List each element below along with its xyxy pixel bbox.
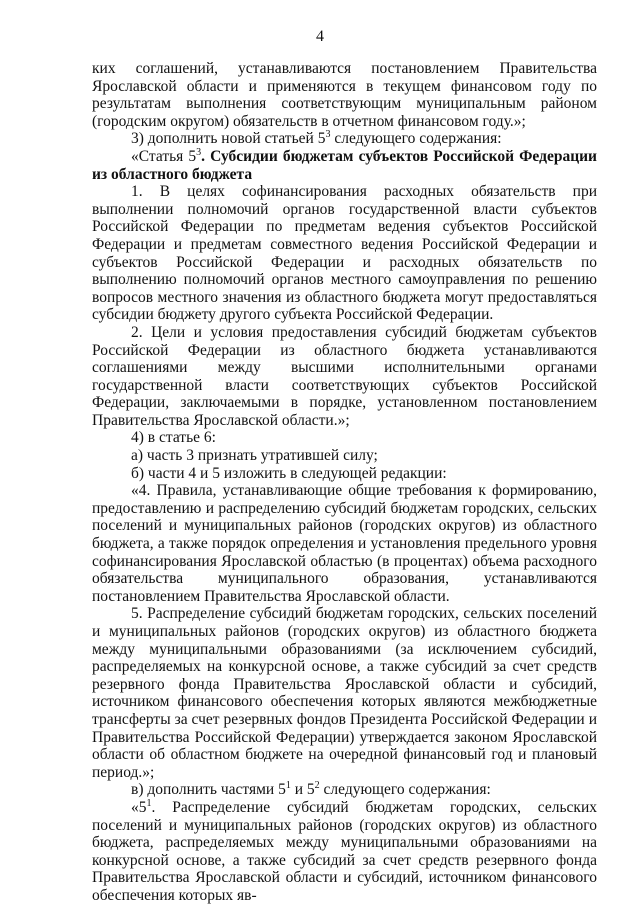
article-heading-title: . Субсидии бюджетам субъектов Российской Федерации из областного бюджета bbox=[92, 147, 597, 183]
article-part-1: 1. В целях софинансирования расходных обязательств при выполнении полномочий органов государственной власти субъектов Российской Федерации по предметам ведения субъектов Российской Федерации и предметам совместного ведения Российской Федерации и субъектов Российской Федерации и расходных обязательств по выполнению полномочий органов местного самоуправления по решению вопросов местного значения из областного бюджета могут предоставляться субсидии бюджету другого субъекта Российской Федерации. bbox=[92, 183, 597, 324]
amendment-4c bbox=[92, 781, 597, 799]
new-part-5: 5. Распределение субсидий бюджетам городских, сельских поселений и муниципальных районов (городских округов) из областного бюджета между муниципальными образованиями (за исключением субсидий, распределяемых на конкурсной основе, а также субсидий за счет средств резервного фонда Правительства Ярославской области и субсидий, источником финансового обеспечения которых являются межбюджетные трансферты за счет резервных фондов Президента Российской Федерации и Правительства Российской Федерации) утверждается законом Ярославской области об областном бюджете на очередной финансовый год и плановый период.»; bbox=[92, 605, 597, 781]
new-part-5-1-text: . Распределение субсидий бюджетам городских, сельских поселений и муниципальных районов (городских округов) из областного бюджета, распределяемых между муниципальными образованиями на конкурсной основе, а также субсидий за счет средств резервного фонда Правительства Ярославской области и субсидий, источником финансового обеспечения которых яв- bbox=[92, 798, 597, 904]
article-heading bbox=[92, 148, 597, 183]
new-part-4: «4. Правила, устанавливающие общие требования к формированию, предоставлению и распределению субсидий бюджетам городских, сельских поселений и муниципальных районов (городских округов) из областного бюджета, а также порядок определения и установления предельного уровня софинансирования Ярославской областью (в процентах) объема расходного обязательства муниципального образования, устанавливаются постановлением Правительства Ярославской области. bbox=[92, 482, 597, 605]
page-number: 4 bbox=[316, 28, 324, 45]
amendment-3-text-end: следующего содержания: bbox=[330, 130, 502, 148]
new-part-5-1 bbox=[92, 799, 597, 905]
new-part-5-1-prefix: «5 bbox=[131, 798, 147, 816]
amendment-4c-superscript-1: 1 bbox=[285, 780, 291, 792]
amendment-4b: б) части 4 и 5 изложить в следующей редакции: bbox=[131, 464, 447, 482]
article-heading-prefix: «Статья 5 bbox=[131, 147, 197, 165]
amendment-4c-superscript-2: 2 bbox=[314, 780, 320, 792]
amendment-3-superscript: 3 bbox=[325, 129, 331, 141]
amendment-4a: а) часть 3 признать утратившей силу; bbox=[131, 447, 378, 465]
document-body bbox=[92, 60, 597, 905]
article-heading-superscript: 3 bbox=[196, 146, 202, 158]
paragraph-amendment-3 bbox=[92, 130, 597, 148]
amendment-4c-text-mid: и 5 bbox=[290, 781, 315, 799]
amendment-4: 4) в статье 6: bbox=[131, 429, 216, 447]
new-part-5-1-superscript: 1 bbox=[146, 797, 152, 809]
amendment-3-text: 3) дополнить новой статьей 5 bbox=[131, 130, 326, 148]
amendment-4c-text: в) дополнить частями 5 bbox=[131, 781, 286, 799]
article-part-2: 2. Цели и условия предоставления субсидий бюджетам субъектов Российской Федерации из областного бюджета устанавливаются соглашениями между высшими исполнительными органами государственной власти соответствующих субъектов Российской Федерации, заключаемыми в порядке, установленном постановлением Правительства Ярославской области.»; bbox=[92, 323, 597, 429]
paragraph-continuation: ких соглашений, устанавливаются постановлением Правительства Ярославской области и применяются в текущем финансовом году по результатам выполнения соответствующим муниципальным районом (городским округом) обязательств в отчетном финансовом году.»; bbox=[92, 60, 597, 130]
amendment-4c-text-end: следующего содержания: bbox=[319, 781, 491, 799]
